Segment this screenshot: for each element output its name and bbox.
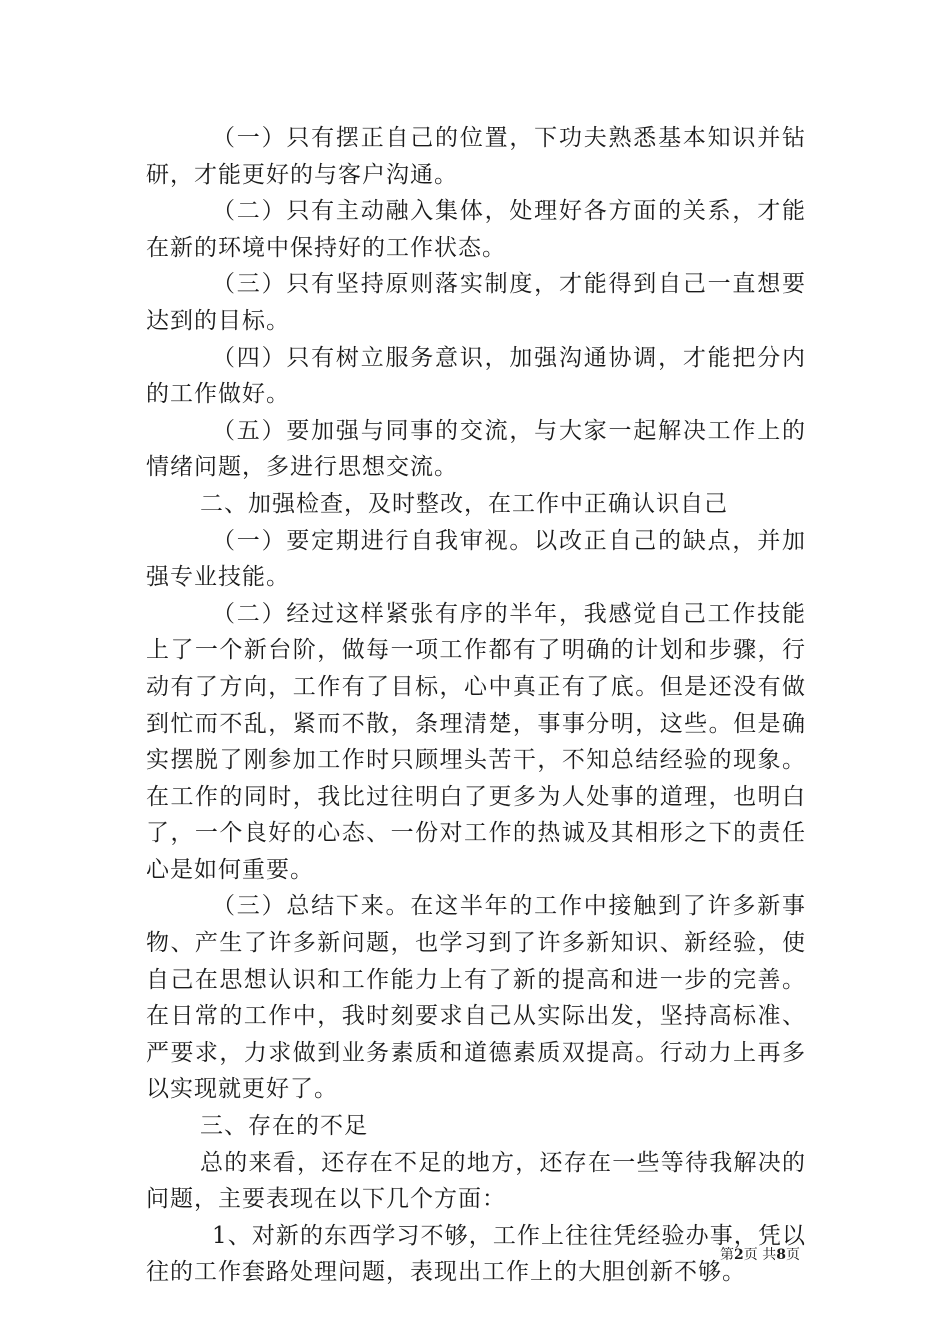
footer-total-pages: 8 — [776, 1247, 786, 1263]
footer-suffix: 页 — [785, 1247, 800, 1263]
paragraph-2-2: （二）经过这样紧张有序的半年，我感觉自己工作技能上了一个新台阶，做每一项工作都有了明确的计划和步骤，行动有了方向，工作有了目标，心中真正有了底。但是还没有做到忙而不乱，紧而不散，条理清楚，事事分明，这些。但是确实摆脱了刚参加工作时只顾埋头苦干，不知总结经验的现象。在工作的同时，我比过往明白了更多为人处事的道理，也明白了，一个良好的心态、一份对工作的热诚及其相形之下的责任心是如何重要。 — [146, 600, 806, 883]
paragraph-item-5: （五）要加强与同事的交流，与大家一起解决工作上的情绪问题，多进行思想交流。 — [146, 417, 806, 481]
paragraph-3-summary: 总的来看，还存在不足的地方，还存在一些等待我解决的问题，主要表现在以下几个方面： — [146, 1149, 806, 1213]
paragraph-2-1: （一）要定期进行自我审视。以改正自己的缺点，并加强专业技能。 — [146, 527, 806, 591]
paragraph-item-3: （三）只有坚持原则落实制度，才能得到自己一直想要达到的目标。 — [146, 271, 806, 334]
paragraph-item-2: （二）只有主动融入集体，处理好各方面的关系，才能在新的环境中保持好的工作状态。 — [146, 198, 806, 261]
footer-current-page: 2 — [734, 1247, 744, 1263]
section-heading-3: 三、存在的不足 — [200, 1113, 368, 1140]
footer-prefix: 第 — [720, 1247, 734, 1263]
paragraph-item-4: （四）只有树立服务意识，加强沟通协调，才能把分内的工作做好。 — [146, 344, 806, 408]
document-body — [146, 120, 806, 1291]
paragraph-2-3: （三）总结下来。在这半年的工作中接触到了许多新事物、产生了许多新问题，也学习到了许多新知识、新经验，使自己在思想认识和工作能力上有了新的提高和进一步的完善。在日常的工作中，我时刻要求自己从实际出发，坚持高标准、严要求，力求做到业务素质和道德素质双提高。行动力上再多以实现就更好了。 — [146, 893, 806, 1103]
page-number-footer — [720, 1246, 800, 1264]
paragraph-3-1: 1、对新的东西学习不够，工作上往往凭经验办事，凭以往的工作套路处理问题，表现出工作上的大胆创新不够。 — [146, 1222, 806, 1286]
paragraph-item-1: （一）只有摆正自己的位置，下功夫熟悉基本知识并钻研，才能更好的与客户沟通。 — [146, 125, 806, 188]
section-heading-2: 二、加强检查，及时整改，在工作中正确认识自己 — [200, 490, 728, 517]
footer-middle: 页 共 — [743, 1247, 777, 1263]
